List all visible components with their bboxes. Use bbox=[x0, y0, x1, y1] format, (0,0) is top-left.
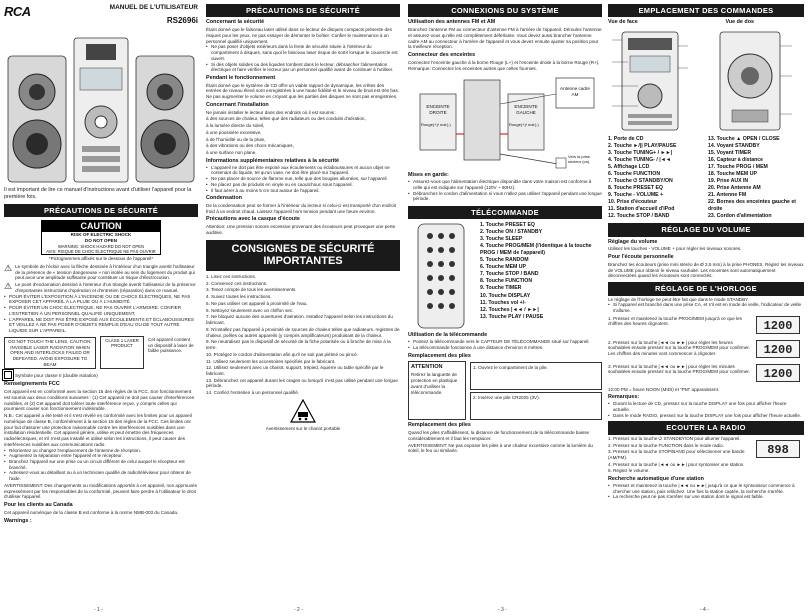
remote-section bbox=[408, 222, 602, 330]
control-3: 3. Touche TUNING+ / ►►| bbox=[608, 150, 673, 157]
remote-key-13: 13. Touche PLAY / PAUSE bbox=[480, 313, 544, 320]
s4-bullet-2: • Ne pas placer de source de flamme nue, telle que des bougies allumées, sur l'appareil. bbox=[206, 176, 400, 182]
remote-key-8: 8. Touche FUNCTION bbox=[480, 278, 533, 285]
s1-text: Étant donné que le faisceau laser utilisé dans ce lecteur de disques compacts présente des risques pour les yeux, ne pas essayer de démonter le boîtier. Confier le maintenance à un personnel qualifié uniquement. bbox=[206, 27, 392, 44]
important-9: 9. Ne neutralisez pas le dispositif de sécurité de la fiche polarisée ou à broche de mise à la terre. bbox=[206, 339, 391, 351]
lightning-note: Le symbole de l'éclair avec la flèche dessinée à l'intérieur d'un triangle avertit l'utilisateur de la présence de « tension dangereuse » non isolée au sein du logement du produit qui peut avoir une amplitude suffisante pour constituer un risque d'électrocution. bbox=[15, 263, 195, 281]
control-12: 12. Touche STOP / BAND bbox=[608, 213, 670, 220]
reorient-3: • Branchez l'appareil sur une prise ou un circuit différent de celui auquel le récepteur est branché. bbox=[4, 459, 198, 470]
bullet-1: • POUR ÉVITER L'EXPOSITION À L'INCENDIE OU DE CHOCS ÉLECTRIQUES, NE PAS EXPOSER CET APPAREIL À LA PLUIE OU À L'HUMIDITÉ. bbox=[4, 294, 198, 305]
battery-title: Remplacement des piles bbox=[408, 352, 471, 359]
volume-subtitle: Réglage du volume bbox=[608, 238, 658, 245]
column-2 bbox=[206, 4, 400, 432]
column-4 bbox=[608, 4, 804, 500]
double-isolation-text: Symbole pour classe II (double isolation) bbox=[15, 373, 98, 379]
unit-front-and-back-illustration bbox=[608, 26, 804, 136]
s3-bullet-6: à une surface non plane. bbox=[206, 150, 257, 156]
s2-text: Étant donné que le système de CD offre un viable rapport de dynamique, les crêtes des entrées de niveau élevé sont enregistrées à une haute fidélité et le niveau de bruit est très bas. Ne pas augmenter le volume en croyant que les parties des disques ne sont pas enregistrées. bbox=[206, 82, 400, 100]
important-11: 11. Utilisez seulement les accessoires spécifiés par le fabricant. bbox=[206, 358, 336, 364]
bullet-2: • POUR ÉVITER UN CHOC ÉLECTRIQUE, NE PAS OUVRIR L'ARMOIRE. CONFIER L'ENTRETIEN À UN PERSONNEL QUALIFIÉ UNIQUEMENT. bbox=[4, 305, 198, 316]
fcc-text: Cet appareil est en conformité avec la section 15 des règles de la FCC. Son fonctionnement est soumis aux deux conditions suivantes : (1) Cet appareil ne doit pas causer d'interférences nuisibles, et (2) Cet appareil doit tolérer toute interférence reçue, y compris celles qui pourraient causer son fonctionnement indésirable. bbox=[4, 389, 195, 412]
caution-title-3: Mises en garde: bbox=[408, 172, 449, 179]
bullet-3: • L'APPAREIL NE DOIT PAS ÊTRE EXPOSÉ AUX ÉCOULEMENTS ET ÉCLABOUSSURES ET VEILLEZ À NE PAS POSER D'OBJETS REMPLIS D'EAU OU DE TOUT AUTRE LIQUIDE SUR L'APPAREIL. bbox=[4, 317, 198, 334]
clock-step-3-row bbox=[608, 364, 804, 386]
important-6: 6. Nettoyez seulement avec un chiffon sec. bbox=[206, 307, 294, 313]
antenna-title: Utilisation des antennes FM et AM bbox=[408, 19, 496, 26]
radio-step-2: 2. Pressez sur la touche FUNCTION dans le mode radio. bbox=[608, 442, 724, 448]
clock-step-2: 2. Pressez sur la touche |◄◄ ou ►►| pour régler les heures souhaitées ensuite pressez sur la touche PROG/MEM pour confirmer. Les chiffres des minutes vont commencer à clignoter. bbox=[608, 339, 750, 357]
controls-key-col-2 bbox=[708, 136, 804, 220]
caution-line-3: WARNING: SHOCK HAZARD DO NOT OPEN bbox=[57, 243, 145, 249]
caution-line-1: RISK OF ELECTRIC SHOCK bbox=[70, 232, 132, 238]
laser-box: DO NOT TOUCH THE LENS. CAUTION: INVISIBLE LASER RADIATION WHEN OPEN AND INTERLOCKS FAILED OR DEFEATED. AVOID EXPOSURE TO BEAM bbox=[4, 337, 96, 370]
remote-key-10: 10. Touche DISPLAY bbox=[480, 292, 531, 299]
cart-caption: Avertissement sur le chariot portable bbox=[265, 426, 341, 432]
important-13: 13. Débranchez cet appareil durant les orages ou lorsqu'il n'est pas utilisé pendant une longue période. bbox=[206, 377, 398, 389]
stereo-system-illustration bbox=[4, 34, 198, 186]
label-note: Cet appareil contient un dispositif à laser de faible puissance. bbox=[148, 336, 194, 354]
replace-warning: AVERTISSEMENT: Ne pas exposer les piles à une chaleur excessive comme la lumière du soleil, le feu ou similaire. bbox=[408, 442, 593, 454]
remote-key-3: 3. Touche SLEEP bbox=[480, 236, 523, 243]
remote-key-6: 6. Touche MEM UP bbox=[480, 264, 527, 271]
remote-key-list bbox=[480, 222, 602, 330]
column-3 bbox=[408, 4, 602, 454]
s1-title: Concernant la sécurité bbox=[206, 19, 265, 26]
exclaim-note-row bbox=[4, 281, 198, 293]
view-labels bbox=[608, 19, 804, 26]
speaker-connector-title: Connecteur des enceintes bbox=[408, 52, 476, 59]
s2-title: Pendant le fonctionnement bbox=[206, 75, 276, 81]
radio-step-4: 4. Pressez sur la touche |◄◄ ou ►►| pour syntoniser une station. bbox=[608, 461, 745, 467]
control-16: 16. Capteur à distance bbox=[708, 157, 764, 164]
control-5: 5. Affichage LCD bbox=[608, 164, 650, 171]
attention-text: Retirez la languette de protection en plastique avant d'utiliser la télécommande. bbox=[411, 372, 458, 395]
caution-line-4: AVIS: RISQUE DE CHOC ÉLECTRIQUE NE PAS OUVRIR bbox=[46, 248, 156, 254]
s3-text: Ne jamais installer le lecteur dans des endroits où il est soumis : bbox=[206, 109, 337, 115]
page-number-4: - 4 - bbox=[700, 606, 709, 613]
controls-key-list bbox=[608, 136, 804, 220]
controls-diagram bbox=[608, 26, 804, 136]
class1-label: CLASS 1 LASER PRODUCT bbox=[100, 336, 144, 370]
remote-use-bullet-2: • La télécommande fonctionne à une distance d'environ 6 mètres. bbox=[408, 345, 602, 351]
important-4: 4. Suivez toutes les instructions. bbox=[206, 294, 272, 300]
control-4: 4. Touche TUNING- / |◄◄ bbox=[608, 157, 671, 164]
s5-title: Condensation bbox=[206, 195, 242, 202]
reorient-2: • Augmentez la séparation entre l'appareil et le récepteur. bbox=[4, 453, 198, 459]
connections-header: CONNEXIONS DU SYSTÈME bbox=[408, 4, 602, 17]
radio-header: ECOUTER LA RADIO bbox=[608, 421, 804, 434]
clock-step-2-row bbox=[608, 340, 804, 362]
caution-bullet-2: • Débranchez le cordon d'alimentation si vous n'allez pas utiliser l'appareil pendant une longue période. bbox=[408, 191, 602, 202]
auto-search-bullet-2: • La recherche peut ne pas s'arrêter sur une station dont le signal est faible. bbox=[608, 494, 804, 500]
lcd-display-3: 1200 bbox=[756, 364, 800, 382]
attention-title: ATTENTION bbox=[411, 364, 443, 371]
battery-step-2: 2. Insérez une pile CR2025 (3V). bbox=[470, 392, 602, 420]
page-number-2: - 2 - bbox=[294, 606, 303, 613]
front-view-label: Vue de face bbox=[608, 19, 638, 26]
header-row bbox=[4, 4, 198, 26]
s3-bullet-5: à des vibrations ou des chocs mécaniques, bbox=[206, 143, 294, 149]
remote-key-12: 12. Touches |◄◄ / ►►| bbox=[480, 306, 539, 313]
avert-text: AVERTISSEMENT: Des changements ou modifications apportés à cet appareil, non approuvés expressément par les responsables de la conformité, peuvent faire perdre à l'utilisateur le droit d'utiliser l'appareil. bbox=[4, 482, 197, 500]
label-wire-left: Rouge(+)/ noir(-) bbox=[509, 122, 539, 128]
control-21: 21. Antenne FM bbox=[708, 192, 747, 199]
control-22: 22. Bornes des enceintes gauche et droite bbox=[708, 199, 796, 213]
warnings-title: Warnings : bbox=[4, 517, 32, 524]
important-2: 2. Conservez ces instructions. bbox=[206, 280, 268, 286]
important-1: 1. Lisez ces instructions. bbox=[206, 273, 257, 279]
cart-warning bbox=[206, 399, 400, 432]
remote-key-2: 2. Touche ON / STANDBY bbox=[480, 229, 543, 236]
caution-label bbox=[41, 220, 161, 255]
control-17: 17. Touche PROG / MEM bbox=[708, 164, 768, 171]
s1-bullet-2: • Si des objets solides ou des liquides tombent dans le lecteur, débrancher l'alimentation électrique et faire vérifier le lecteur par un personnel qualifié avant de continuer à l'utiliser. bbox=[206, 62, 400, 73]
clock-header: RÉGLAGE DE L'HORLOGE bbox=[608, 282, 804, 295]
control-20: 20. Prise Antenne AM bbox=[708, 185, 761, 192]
column-1 bbox=[4, 4, 198, 524]
remote-key-11: 11. Touches vol +/- bbox=[480, 299, 526, 306]
clock-step-1: 1. Pressez et maintenez la touche PROG/MEM jusqu'à ce que les chiffres des heures clignotent. bbox=[608, 315, 742, 327]
double-square-icon bbox=[4, 371, 12, 379]
antenna-text: Branchez l'antenne FM au connecteur d'antenne FM à l'arrière de l'appareil. Déroulez l'antenne et assurez-vous qu'elle est complètement déferlante. Vous devez aussi brancher l'antenne cadre AM au connecteur à l'arrière de l'appareil et vous devez ensuite ajuster sa position pour la meilleure réception. bbox=[408, 27, 602, 50]
reorient-1: • Réorientez ou changez l'emplacement de l'antenne de réception. bbox=[4, 448, 198, 454]
s6-title: Précautions avec la casque d'écoute bbox=[206, 216, 300, 223]
label-outlet: Vers la prise secteur (ca) bbox=[568, 154, 591, 165]
important-12: 12. Utilisez seulement avec un chariot, support, trépied, équerre ou table spécifié par le fabricant. bbox=[206, 365, 384, 376]
safety-header-2: PRÉCAUTIONS DE SÉCURITÉ bbox=[206, 4, 400, 17]
controls-key-col-1 bbox=[608, 136, 704, 220]
control-11: 11. Station d'accueil d'iPod bbox=[608, 206, 675, 213]
radio-step-5: 5. Réglez le volume. bbox=[608, 468, 650, 474]
laser-row bbox=[4, 336, 198, 370]
control-9: 9. Touche - VOLUME + bbox=[608, 192, 664, 199]
replace-title: Remplacement des piles bbox=[408, 422, 471, 429]
caution-line-2: DO NOT OPEN bbox=[84, 237, 118, 243]
noon-note: 12:00 PM = heure NOON (MIDI) et "PM" apparaissent. bbox=[608, 386, 720, 392]
headphone-text: Branchez les écouteurs (prise mini stéréo de Ø 3,5 mm) à la prise PHONES. Réglez les niveaux de VOLUME pour obtenir le niveau souhaité. Les enceintes sont automatiquement déconnectées quand les écouteurs sont connectés. bbox=[608, 261, 804, 279]
speaker-connector-text: Connectez l'enceinte gauche à la borne Rouge (L+) et l'enceinte droite à la borne Rouge (R+). Remarque: Connectez les enceintes autres que celles fournies. bbox=[408, 59, 600, 71]
label-am-antenna: Antenne cadre AM bbox=[560, 86, 590, 98]
important-safety-header: CONSIGNES DE SÉCURITÉ IMPORTANTES bbox=[206, 240, 400, 271]
label-speaker-left: ENCEINTE GAUCHE bbox=[514, 104, 538, 116]
important-5: 5. Ne pas utiliser cet appareil à proximité de l'eau. bbox=[206, 300, 308, 306]
title-block bbox=[110, 4, 198, 26]
exclamation-triangle-icon: ⚠ bbox=[4, 281, 13, 292]
remote-key-1: 1. Touche PRESET EQ bbox=[480, 222, 535, 229]
attention-box bbox=[408, 361, 466, 420]
radio-steps bbox=[608, 436, 804, 474]
replace-text: Quand les piles s'affaiblissent, la distance de fonctionnement de la télécommande baisse considérablement et il faut les remplacer. bbox=[408, 430, 590, 441]
remote-header: TÉLÉCOMMANDE bbox=[408, 206, 602, 219]
product-image bbox=[4, 34, 198, 186]
s6-text: Attention: Une pression sonore excessive provenant des écouteurs peut provoquer une perte auditive. bbox=[206, 224, 396, 235]
battery-step-1: 1. Ouvrez le compartiment de la pile. bbox=[470, 362, 602, 390]
important-3: 3. Tenez compte de tous les avertissements. bbox=[206, 287, 297, 293]
auto-search-title: Recherche automatique d'une station bbox=[608, 476, 704, 483]
volume-text: Utilisez les touches - VOLUME + pour régler les niveaux sonores. bbox=[608, 246, 742, 252]
back-view-label: Vue de dos bbox=[725, 19, 754, 26]
control-6: 6. Touche FUNCTION bbox=[608, 171, 661, 178]
lcd-display-1: 1200 bbox=[756, 316, 800, 334]
clock-step-1-row bbox=[608, 316, 804, 338]
s3-bullet-1: à des sources de chaleur, telles que des radiateurs ou des conduits d'aération, bbox=[206, 116, 366, 122]
volume-header: RÉGLAGE DU VOLUME bbox=[608, 223, 804, 236]
control-18: 18. Touche MEM UP bbox=[708, 171, 757, 178]
headphone-subtitle: Pour l'écoute personnelle bbox=[608, 254, 674, 261]
safety-header: PRÉCAUTIONS DE SÉCURITÉ bbox=[4, 204, 198, 217]
controls-header: EMPLACEMENT DES COMMANDES bbox=[608, 4, 804, 17]
s4-bullet-3: • Ne placez pas de produits en vinyle ou en caoutchouc sous l'appareil. bbox=[206, 182, 400, 188]
radio-step-1: 1. Pressez sur la touche ⏻ STANDBY/ON pour allumer l'appareil. bbox=[608, 435, 741, 441]
caution-bullet-1: • Assurez-vous que l'alimentation électrique disponible dans votre maison est conforme à celle qui est indiquée sur l'appareil (120V ~ 60Hz). bbox=[408, 179, 602, 190]
label-speaker-right: ENCEINTE DROITE bbox=[426, 104, 450, 116]
control-10: 10. Prise d'écouteur bbox=[608, 199, 658, 206]
important-list-row bbox=[206, 273, 400, 396]
battery-step-list bbox=[470, 361, 602, 420]
remote-key-4: 4. Touche PROG/MEM (l'identique à la touche PROG / MEM de l'appareil) bbox=[480, 243, 592, 257]
label-wire-right: Rouge(+)/ noir(-) bbox=[421, 122, 451, 128]
fcc-title: Renseignements FCC bbox=[4, 381, 60, 388]
lightning-note-row bbox=[4, 263, 198, 281]
reorient-4: • Adressez-vous au détaillant ou à un technicien qualifié de radio/téléviseur pour obtenir de l'aide. bbox=[4, 470, 198, 481]
radio-step-3: 3. Pressez sur la touche STOP/BAND pour sélectionner une bande (AM/FM). bbox=[608, 449, 745, 460]
important-8: 8. N'installez pas l'appareil à proximité de sources de chaleur telles que radiateurs, registres de chaleur, poêles ou autres appareils (y compris amplificateurs) produisant de la chaleur. bbox=[206, 326, 400, 338]
connection-diagram bbox=[408, 74, 602, 170]
remote-control-illustration bbox=[408, 222, 474, 330]
control-19: 19. Prise AUX IN bbox=[708, 178, 749, 185]
control-13: 13. Touche ▲ OPEN / CLOSE bbox=[708, 136, 780, 143]
control-8: 8. Touche PRESET EQ bbox=[608, 185, 663, 192]
clock-step-3: 3. Pressez sur la touche |◄◄ ou ►►| pour régler les minutes souhaitées ensuite pressez sur la touche PROG/MEM pour confirmer. bbox=[608, 363, 750, 375]
battery-steps bbox=[408, 361, 602, 420]
intro-text: Il est important de lire ce manuel d'instructions avant d'utiliser l'appareil pour la première fois. bbox=[4, 187, 192, 200]
s4-title: Informations supplémentaires relatives à la sécurité bbox=[206, 157, 340, 164]
page-number-3: - 3 - bbox=[498, 606, 507, 613]
canada-title: Pour les clients au Canada bbox=[4, 502, 73, 509]
s3-title: Concernant l'installation bbox=[206, 101, 269, 108]
control-2: 2. Touche ►/|| PLAY/PAUSE bbox=[608, 143, 677, 150]
caution-title: CAUTION bbox=[42, 221, 160, 232]
control-14: 14. Voyant STANDBY bbox=[708, 143, 760, 150]
auto-search-bullet-1: • Pressez et maintenez la touche |◄◄ ou ►►| jusqu'à ce que le syntoniseur commence à chercher une station, puis relâchez. Une fois la station captée, la recherche s'arrête. bbox=[608, 483, 804, 494]
important-14: 14. Confiez l'entretien à un personnel qualifié. bbox=[206, 390, 300, 396]
control-15: 15. Voyant TIMER bbox=[708, 150, 752, 157]
cart-warning-icon bbox=[290, 399, 316, 423]
clock-bullet-1: • Si l'appareil est branché dans une prise CA, et s'il est en mode de veille, l'indicateur de veille s'allume. bbox=[608, 302, 804, 313]
page-number-1: - 1 - bbox=[94, 606, 103, 613]
s5-text: De la condensation peut se former à l'intérieur du lecteur si celui-ci est transporté d'un endroit froid à un endroit chaud. Laissez l'appareil hors tension pendant une heure environ. bbox=[206, 203, 396, 214]
remote-use-bullet-1: • Pointez la télécommande vers le CAPTEUR DE TÉLÉCOMMANDE situé sur l'appareil. bbox=[408, 339, 602, 345]
model-number: RS2696i bbox=[166, 16, 198, 26]
rca-logo: RCA bbox=[4, 4, 31, 19]
remote-key-5: 5. Touche RANDOM bbox=[480, 257, 529, 264]
remarks-title: Remarques: bbox=[608, 394, 640, 401]
lcd-display-2: 1200 bbox=[756, 340, 800, 358]
control-7: 7. Touche ⏻ STANDBY/ON bbox=[608, 178, 673, 185]
s4-bullet-1: • L'appareil ne doit pas être exposé aux écoulements ou éclaboussures et aucun objet ne contenant du liquide, tel qu'un vase, ne doit être placé sur l'appareil. bbox=[206, 165, 400, 176]
control-23: 23. Cordon d'alimentation bbox=[708, 213, 772, 220]
remark-2: • Dans le mode RADIO, pressez sur la touche DISPLAY une fois pour afficher l'heure actuelle. bbox=[608, 413, 804, 419]
s3-bullet-2: à la lumière directe du soleil, bbox=[206, 123, 265, 129]
important-list bbox=[206, 273, 400, 396]
s3-bullet-4: à de l'humidité ou de la pluie, bbox=[206, 136, 266, 142]
remote-key-9: 9. Touche TIMER bbox=[480, 285, 522, 292]
manual-title: MANUEL DE L'UTILISATEUR bbox=[109, 4, 198, 11]
important-7: 7. Ne bloquez aucune des ouvertures d'aération. Installez l'appareil selon les instructions du fabricant. bbox=[206, 314, 393, 326]
remark-1: • Durant la lecture de CD, pressez sur la touche DISPLAY une fois pour afficher l'heure actuelle. bbox=[608, 401, 804, 412]
clock-intro: Le réglage de l'horloge ne peut être fait que dans le mode STANDBY. bbox=[608, 296, 749, 302]
nb-text: N.B.: Cet appareil a été testé et il s'est révélé en conformité avec les limites pour un appareil numérique de classe B, conformément à la section 15 des règles de la FCC. Ces limites ont pour but d'assurer une protection raisonnable contre les interférences nuisibles dans une installation résidentielle. Cet appareil génère, utilise et peut émettre des fréquences radioélectriques, et s'il n'est pas installé et utilisé selon les instructions, il peut causer des interférences nuisibles aux communications radio. bbox=[4, 413, 192, 447]
control-1: 1. Porte de CD bbox=[608, 136, 644, 143]
lcd-display-fm: 898 bbox=[756, 440, 800, 458]
important-10: 10. Protégez le cordon d'alimentation afin qu'il ne soit pas piétiné ou pincé. bbox=[206, 351, 358, 357]
pictogram-note: *Pictogrammes affixés sur le dessous de l'appareil* bbox=[48, 256, 154, 262]
remote-use-title: Utilisation de la télécommande bbox=[408, 332, 488, 339]
s3-bullet-3: à une poussière excessive, bbox=[206, 129, 262, 135]
remote-key-7: 7. Touche STOP / BAND bbox=[480, 271, 539, 278]
s1-bullet-1: • Ne pas poser d'objets extérieurs dans la fente de sécurité située à l'intérieur du compartiment à disques, sans quoi le faisceau laser risque de sortir lorsque le couvercle est ouvert. bbox=[206, 44, 400, 61]
exclaim-note: Le point d'exclamation dessiné à l'intérieur d'un triangle avertit l'utilisateur de la présence d'importantes instructions d'opération et d'entretien (réparation) dans ce manuel. bbox=[15, 282, 196, 293]
s4-bullet-4: • Il faut aérer à au moins 5 cm tout autour de l'appareil. bbox=[206, 188, 400, 194]
canada-text: Cet appareil numérique de la classe B est conforme à la norme NMB-003 du Canada. bbox=[4, 509, 179, 515]
lightning-triangle-icon: ⚠ bbox=[4, 262, 13, 273]
double-insulation-row bbox=[4, 371, 198, 379]
